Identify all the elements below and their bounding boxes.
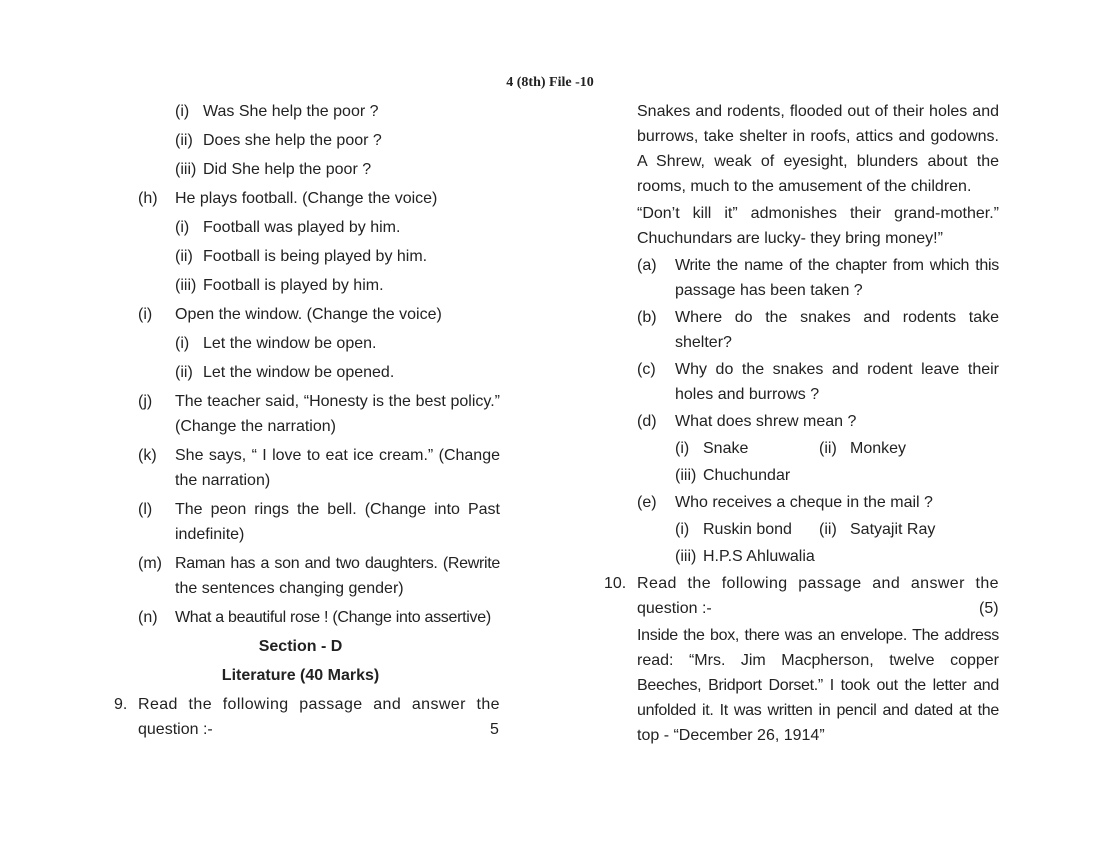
option-text: Football was played by him. (203, 219, 401, 236)
question-text: Open the window. (Change the voice) (175, 306, 442, 323)
option-text: Let the window be open. (203, 335, 377, 352)
passage-line: A Shrew, weak of eyesight, blunders about the (637, 153, 999, 170)
question-text: question :- (637, 600, 712, 617)
question-text: Who receives a cheque in the mail ? (675, 494, 933, 511)
passage-line: “Don’t kill it” admonishes their grand-mother.” (637, 205, 999, 222)
section-heading: Section - D (258, 638, 343, 655)
question-label: (b) (637, 309, 657, 326)
option-label: (ii) (819, 440, 837, 457)
option-text: H.P.S Ahluwalia (703, 548, 815, 565)
option-text: Snake (703, 440, 749, 457)
option-text: Does she help the poor ? (203, 132, 382, 149)
question-label: (c) (637, 361, 656, 378)
question-label: (k) (138, 447, 157, 464)
option-label: (i) (175, 103, 190, 120)
question-text: He plays football. (Change the voice) (175, 190, 438, 207)
question-text: Raman has a son and two daughters. (Rewrite (175, 555, 500, 572)
passage-line: burrows, take shelter in roofs, attics and godowns. (637, 128, 999, 145)
question-number: 10. (604, 575, 627, 592)
question-text: shelter? (675, 334, 732, 351)
question-text: (Change the narration) (175, 418, 336, 435)
question-text: holes and burrows ? (675, 386, 820, 403)
question-label: (j) (138, 393, 153, 410)
question-label: (e) (637, 494, 657, 511)
option-text: Football is being played by him. (203, 248, 428, 265)
option-text: Chuchundar (703, 467, 791, 484)
passage-line: rooms, much to the amusement of the children. (637, 178, 972, 195)
question-label: (m) (138, 555, 162, 572)
option-text: Football is played by him. (203, 277, 384, 294)
question-label: (a) (637, 257, 657, 274)
question-text: question :- (138, 721, 213, 738)
question-label: (i) (138, 306, 153, 323)
passage-line: top - “December 26, 1914” (637, 727, 825, 744)
question-text: Where do the snakes and rodents take (675, 309, 999, 326)
question-text: indefinite) (175, 526, 245, 543)
marks: 5 (490, 721, 499, 738)
option-label: (i) (675, 440, 690, 457)
question-text: Write the name of the chapter from which this (675, 257, 999, 274)
option-text: Satyajit Ray (850, 521, 936, 538)
question-label: (h) (138, 190, 158, 207)
question-text: She says, “ I love to eat ice cream.” (Change (175, 447, 500, 464)
question-text: What a beautiful rose ! (Change into assertive) (175, 609, 491, 626)
passage-line: Snakes and rodents, flooded out of their holes and (637, 103, 999, 120)
question-label: (l) (138, 501, 153, 518)
passage-line: unfolded it. It was written in pencil and dated at the (637, 702, 999, 719)
question-text: the narration) (175, 472, 271, 489)
option-label: (i) (675, 521, 690, 538)
option-text: Let the window be opened. (203, 364, 395, 381)
marks: (5) (979, 600, 999, 617)
option-label: (ii) (175, 248, 193, 265)
question-text: The teacher said, “Honesty is the best policy.” (175, 393, 500, 410)
question-label: (d) (637, 413, 657, 430)
option-label: (iii) (175, 161, 197, 178)
question-label: (n) (138, 609, 158, 626)
passage-line: Chuchundars are lucky- they bring money!” (637, 230, 943, 247)
option-label: (i) (175, 335, 190, 352)
option-label: (ii) (175, 132, 193, 149)
question-text: Read the following passage and answer the (138, 696, 500, 713)
question-text: Read the following passage and answer the (637, 575, 999, 592)
question-text: passage has been taken ? (675, 282, 863, 299)
option-label: (iii) (675, 467, 697, 484)
option-text: Monkey (850, 440, 907, 457)
option-label: (ii) (819, 521, 837, 538)
question-text: the sentences changing gender) (175, 580, 404, 597)
question-text: Why do the snakes and rodent leave their (675, 361, 999, 378)
option-text: Was She help the poor ? (203, 103, 379, 120)
option-label: (iii) (675, 548, 697, 565)
page-header: 4 (8th) File -10 (506, 75, 594, 90)
literature-heading: Literature (40 Marks) (221, 667, 380, 684)
question-number: 9. (114, 696, 128, 713)
passage-line: read: “Mrs. Jim Macpherson, twelve copper (637, 652, 999, 669)
question-text: What does shrew mean ? (675, 413, 857, 430)
option-text: Did She help the poor ? (203, 161, 372, 178)
passage-line: Beeches, Bridport Dorset.” I took out the letter and (637, 677, 999, 694)
question-text: The peon rings the bell. (Change into Past (175, 501, 500, 518)
option-label: (iii) (175, 277, 197, 294)
option-label: (ii) (175, 364, 193, 381)
passage-line: Inside the box, there was an envelope. The address (637, 627, 999, 644)
option-label: (i) (175, 219, 190, 236)
option-text: Ruskin bond (703, 521, 792, 538)
